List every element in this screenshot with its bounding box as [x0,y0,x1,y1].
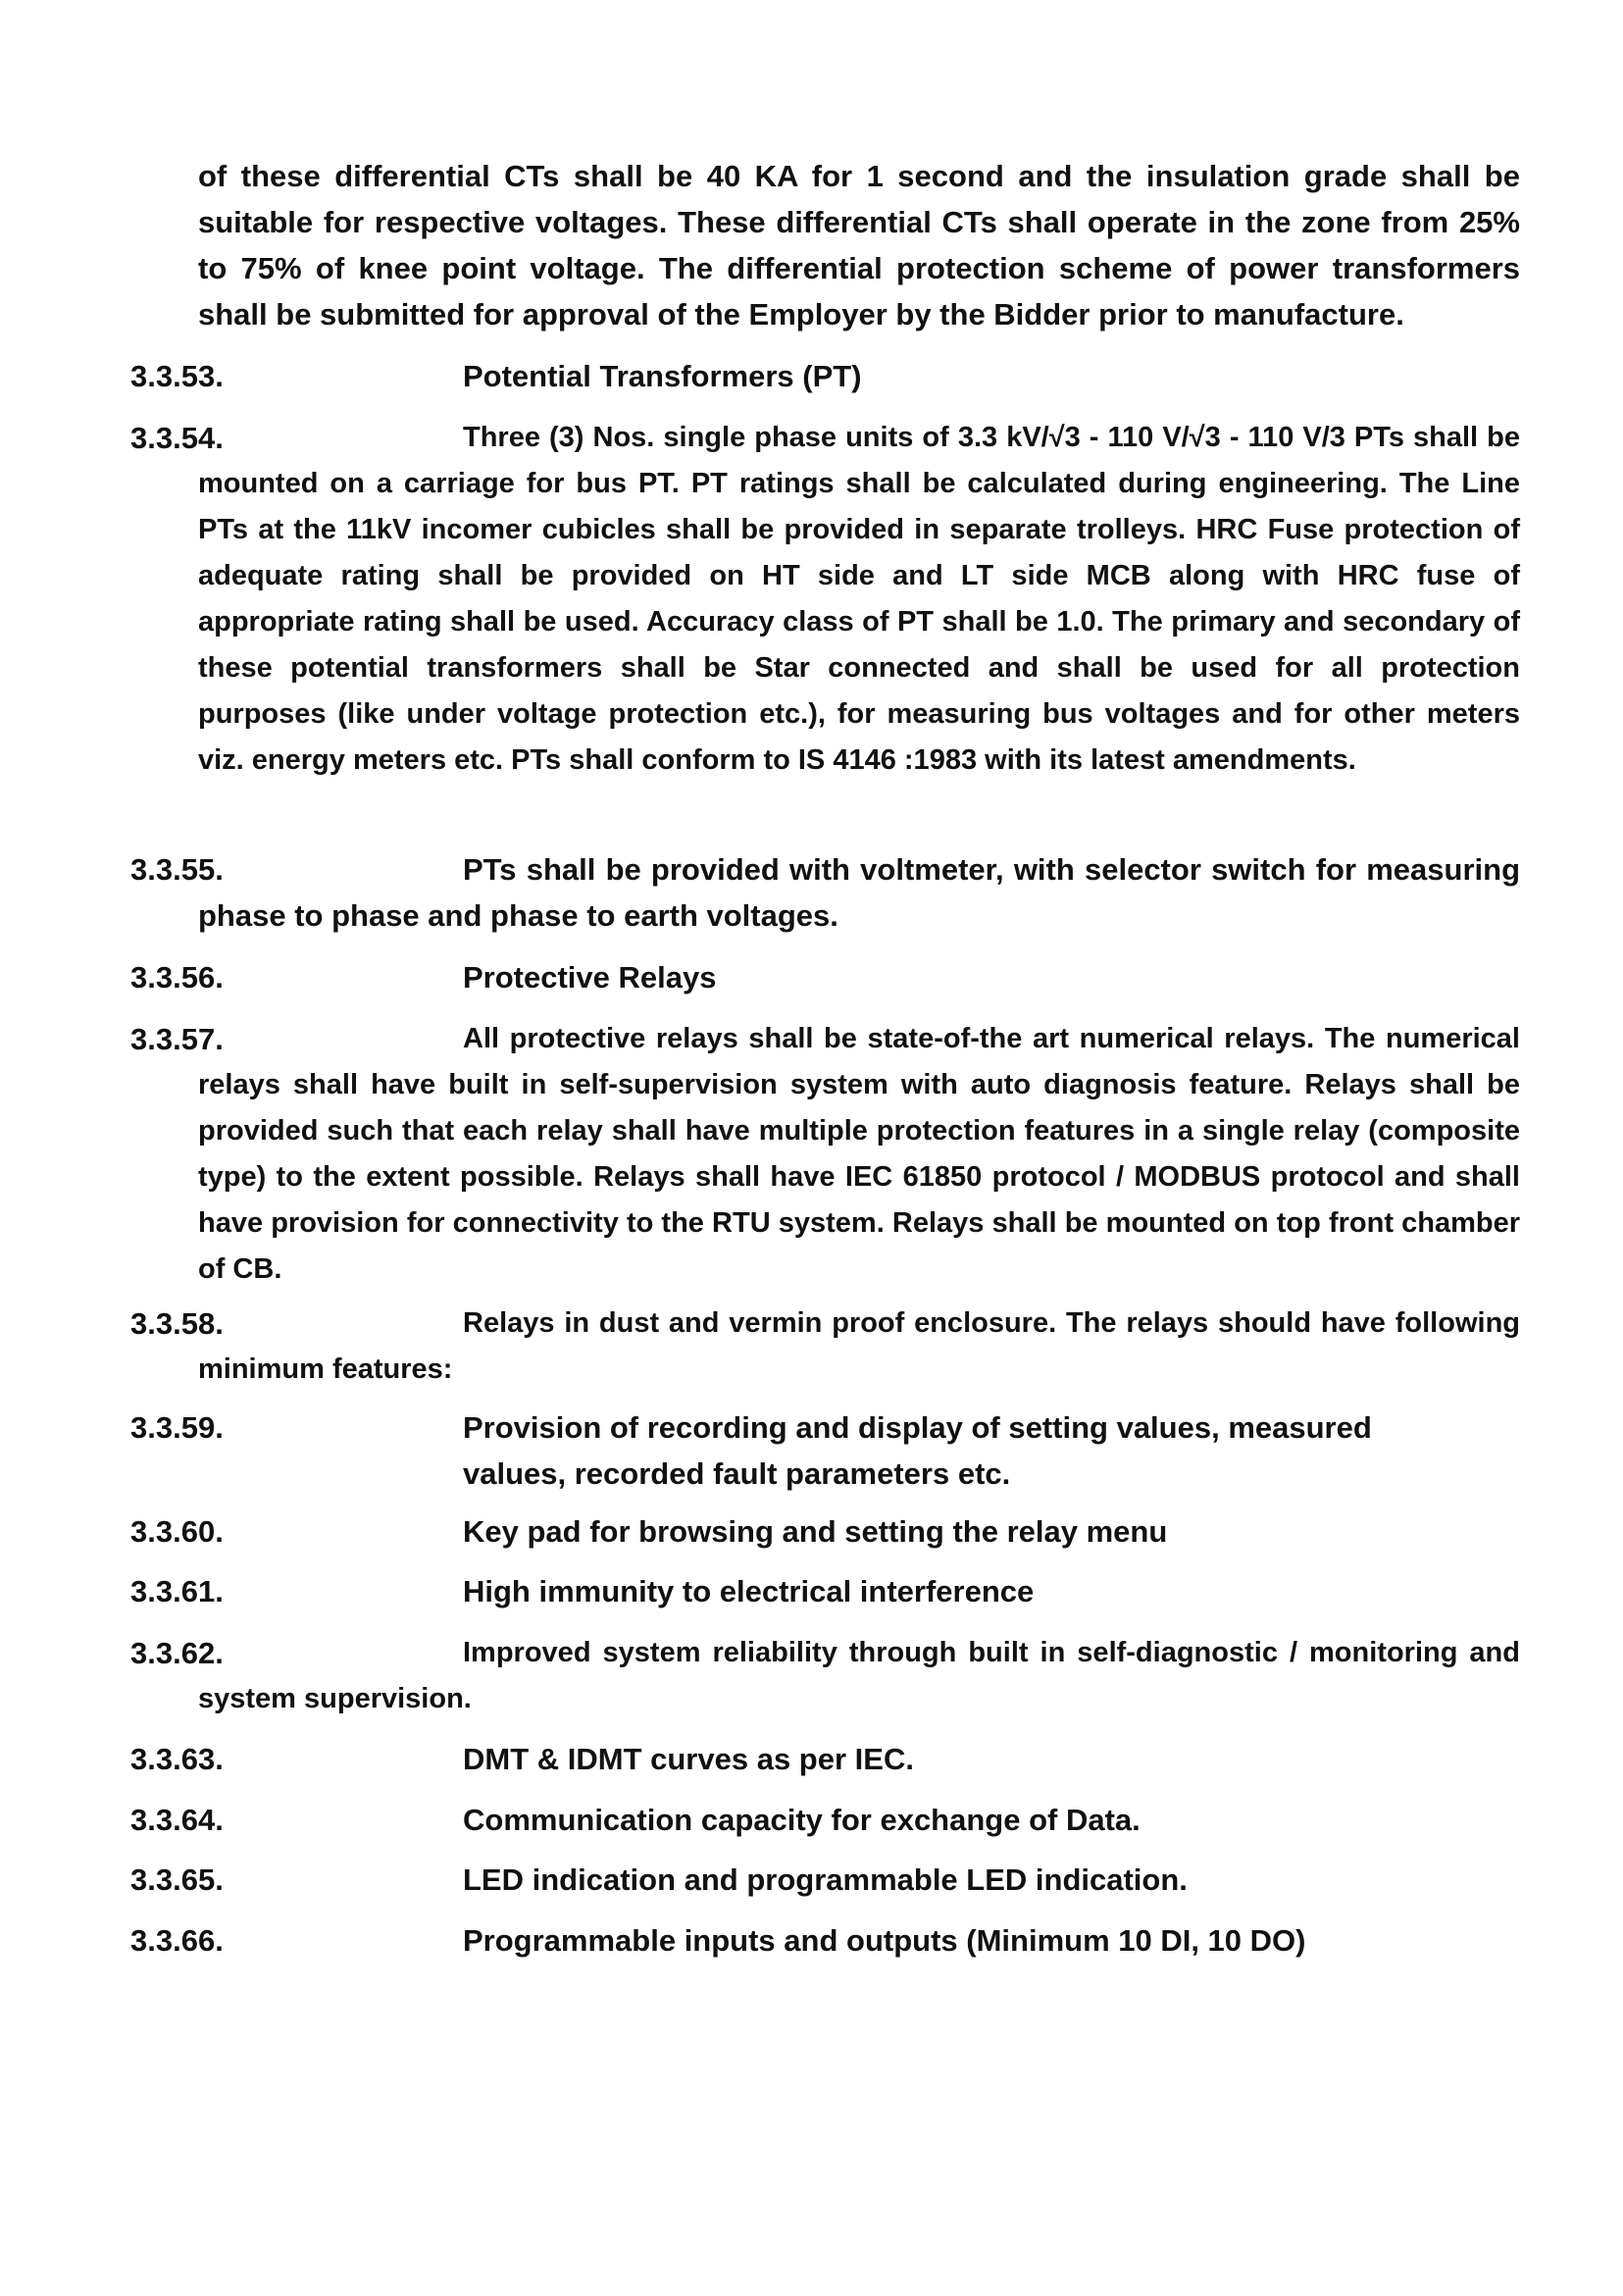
clause-number: 3.3.64. [130,1803,224,1837]
clause-text: Programmable inputs and outputs (Minimum 10 DI, 10 DO) [463,1923,1306,1958]
clause-3-3-58 [0,1301,1623,1393]
clause-text: Communication capacity for exchange of Data. [463,1803,1141,1837]
clause-number: 3.3.53. [130,359,224,393]
clause-3-3-63 [0,1736,1623,1782]
intro-paragraph: of these differential CTs shall be 40 KA for 1 second and the insulation grade shall be suitable for respective voltages. These differential CTs shall operate in the zone from 25% to 75% of knee point voltage. The differential protection scheme of power transformers shall be submitted for approval of the Employer by the Bidder prior to manufacture. [198,159,1520,332]
clause-text: Key pad for browsing and setting the relay menu [463,1514,1168,1549]
clause-number: 3.3.62. [130,1636,224,1670]
clause-3-3-60 [0,1508,1623,1555]
clause-number: 3.3.66. [130,1923,224,1958]
clause-3-3-57 [0,1016,1623,1293]
clause-text: PTs shall be provided with voltmeter, with selector switch for measuring phase to phase and phase to earth voltages. [198,852,1520,933]
clause-3-3-64 [0,1797,1623,1843]
clause-3-3-53 [0,353,1623,399]
clause-text: All protective relays shall be state-of-the art numerical relays. The numerical relays shall have built in self-supervision system with auto diagnosis feature. Relays shall be provided such that each relay shall have multiple protection features in a single relay (composite type) to the extent possible. Relays shall have IEC 61850 protocol / MODBUS protocol and shall have provision for connectivity to the RTU system. Relays shall be mounted on top front chamber of CB. [198,1023,1520,1285]
clause-number: 3.3.57. [130,1022,224,1056]
clause-number: 3.3.55. [130,852,224,887]
clause-text: DMT & IDMT curves as per IEC. [463,1742,914,1776]
clause-3-3-59 [0,1404,1623,1497]
clause-text: High immunity to electrical interference [463,1574,1035,1608]
clause-text: Provision of recording and display of setting values, measured values, recorded fault parameters etc. [463,1410,1372,1491]
clause-3-3-65 [0,1857,1623,1903]
clause-3-3-62 [0,1630,1623,1722]
clause-number: 3.3.61. [130,1574,224,1608]
clause-3-3-55 [0,846,1623,939]
clause-number: 3.3.63. [130,1742,224,1776]
clause-number: 3.3.54. [130,421,224,455]
clause-number: 3.3.65. [130,1862,224,1897]
clause-text: Improved system reliability through built in self-diagnostic / monitoring and system supervision. [198,1637,1520,1714]
clause-text: Three (3) Nos. single phase units of 3.3 kV/√3 - 110 V/√3 - 110 V/3 PTs shall be mounted on a carriage for bus PT. PT ratings shall be calculated during engineering. The Line PTs at the 11kV incomer cubicles shall be provided in separate trolleys. HRC Fuse protection of adequate rating shall be provided on HT side and LT side MCB along with HRC fuse of appropriate rating shall be used. Accuracy class of PT shall be 1.0. The primary and secondary of these potential transformers shall be Star connected and shall be used for all protection purposes (like under voltage protection etc.), for measuring bus voltages and for other meters viz. energy meters etc. PTs shall conform to IS 4146 :1983 with its latest amendments. [198,422,1520,776]
clause-number: 3.3.59. [130,1410,224,1445]
clause-text: Relays in dust and vermin proof enclosure. The relays should have following minimum features: [198,1307,1520,1385]
clause-text: LED indication and programmable LED indication. [463,1862,1188,1897]
clause-number: 3.3.56. [130,960,224,995]
clause-3-3-56 [0,954,1623,1000]
clause-text: Protective Relays [463,960,717,995]
clause-3-3-54 [0,415,1623,784]
clause-3-3-61 [0,1568,1623,1614]
clause-number: 3.3.58. [130,1306,224,1341]
clause-text: Potential Transformers (PT) [463,359,862,393]
clause-3-3-66 [0,1917,1623,1964]
clause-number: 3.3.60. [130,1514,224,1549]
